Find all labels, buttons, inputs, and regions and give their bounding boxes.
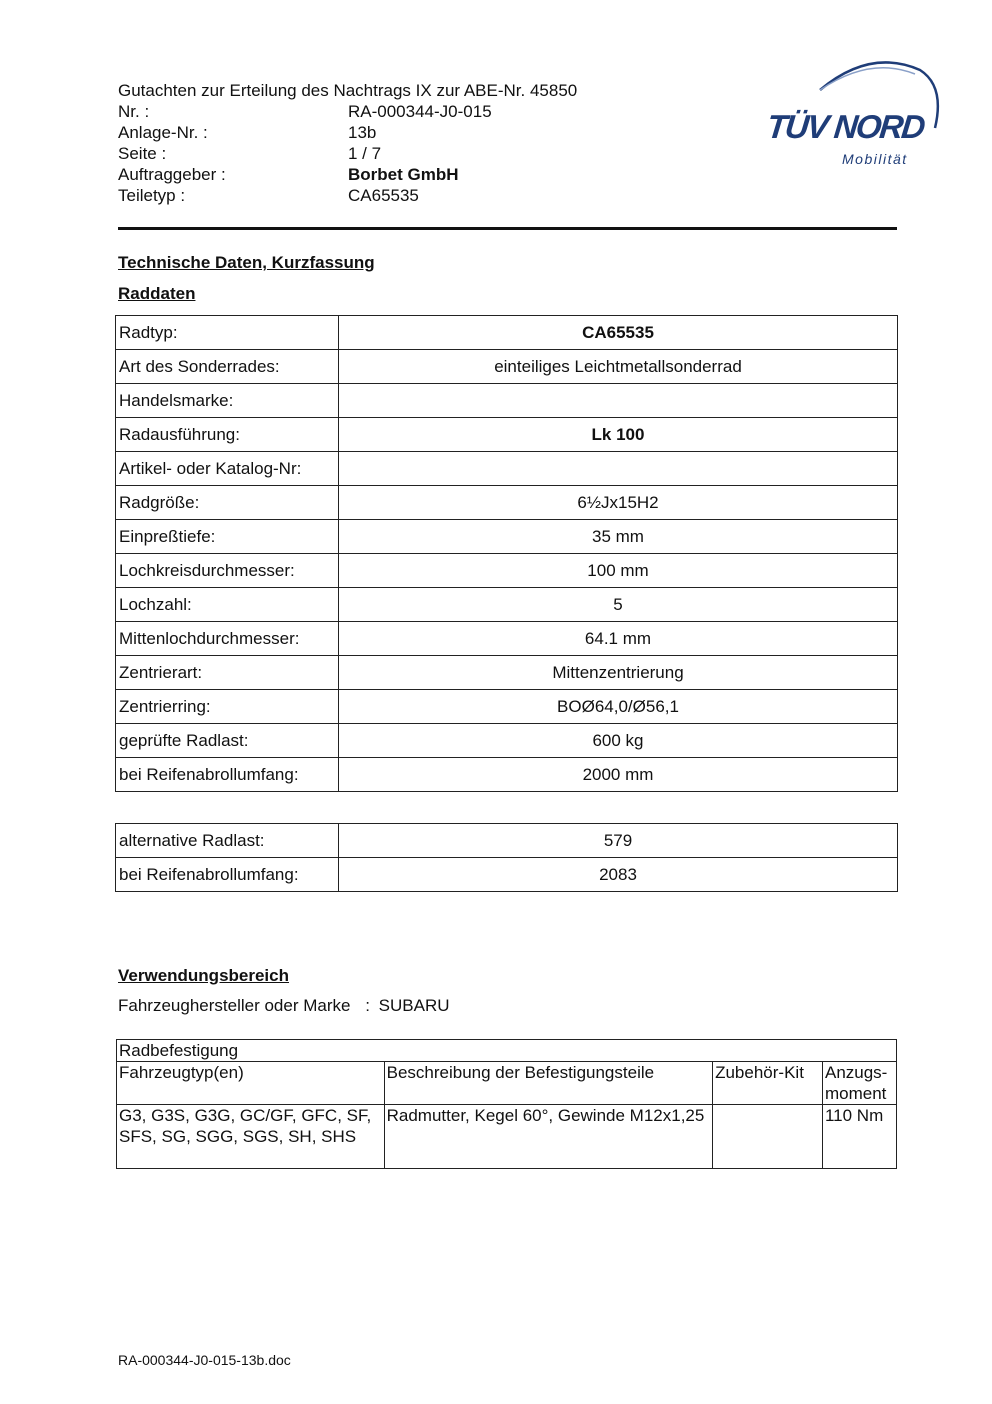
header-row-teiletyp bbox=[118, 185, 678, 206]
document-title: Gutachten zur Erteilung des Nachtrags IX zur ABE-Nr. 45850 bbox=[118, 81, 578, 100]
table-row bbox=[116, 554, 898, 588]
description-cell: Radmutter, Kegel 60°, Gewinde M12x1,25 bbox=[384, 1105, 712, 1169]
table-row bbox=[116, 520, 898, 554]
header-value: CA65535 bbox=[348, 186, 419, 205]
table-row bbox=[116, 824, 898, 858]
header-value: 1 / 7 bbox=[348, 144, 382, 163]
table-row bbox=[116, 588, 898, 622]
row-label: Art des Sonderrades: bbox=[116, 350, 339, 384]
row-label: Radtyp: bbox=[116, 316, 339, 350]
row-label: Einpreßtiefe: bbox=[116, 520, 339, 554]
table-row bbox=[116, 418, 898, 452]
row-label: Handelsmarke: bbox=[116, 384, 339, 418]
logo-subtitle: Mobilität bbox=[842, 151, 908, 167]
row-value: 600 kg bbox=[339, 724, 898, 758]
row-value: 5 bbox=[339, 588, 898, 622]
table-row bbox=[116, 350, 898, 384]
column-header: Anzugs-moment bbox=[822, 1062, 896, 1105]
header-label: Anlage-Nr. : bbox=[118, 123, 208, 142]
row-value: 100 mm bbox=[339, 554, 898, 588]
row-label: Radausführung: bbox=[116, 418, 339, 452]
logo-wordmark: TÜV NORD bbox=[765, 108, 926, 145]
table-row bbox=[116, 656, 898, 690]
manufacturer-label: Fahrzeughersteller oder Marke bbox=[118, 996, 351, 1015]
row-label: Lochzahl: bbox=[116, 588, 339, 622]
row-value bbox=[339, 452, 898, 486]
row-label: Artikel- oder Katalog-Nr: bbox=[116, 452, 339, 486]
row-value: Lk 100 bbox=[339, 418, 898, 452]
row-value: 35 mm bbox=[339, 520, 898, 554]
row-value: 6½Jx15H2 bbox=[339, 486, 898, 520]
row-value: einteiliges Leichtmetallsonderrad bbox=[339, 350, 898, 384]
header-label: Auftraggeber : bbox=[118, 165, 226, 184]
row-value: 2000 mm bbox=[339, 758, 898, 792]
vehicle-types-cell: G3, G3S, G3G, GC/GF, GFC, SF, SFS, SG, SGG, SGS, SH, SHS bbox=[117, 1105, 385, 1169]
row-label: Mittenlochdurchmesser: bbox=[116, 622, 339, 656]
row-value bbox=[339, 384, 898, 418]
header-label: Seite : bbox=[118, 144, 167, 163]
header-value: Borbet GmbH bbox=[348, 165, 459, 184]
alternative-load-table bbox=[115, 823, 898, 892]
row-label: Lochkreisdurchmesser: bbox=[116, 554, 339, 588]
row-label: Zentrierring: bbox=[116, 690, 339, 724]
row-value: 64.1 mm bbox=[339, 622, 898, 656]
table-row bbox=[116, 452, 898, 486]
row-label: Radgröße: bbox=[116, 486, 339, 520]
row-label: bei Reifenabrollumfang: bbox=[116, 858, 339, 892]
table-row bbox=[116, 858, 898, 892]
table-row bbox=[116, 316, 898, 350]
header-label: Teiletyp : bbox=[118, 186, 186, 205]
footer-filename: RA-000344-J0-015-13b.doc bbox=[118, 1352, 291, 1368]
manufacturer-value: SUBARU bbox=[378, 996, 450, 1015]
row-label: alternative Radlast: bbox=[116, 824, 339, 858]
tuv-nord-logo bbox=[760, 58, 945, 173]
torque-cell: 110 Nm bbox=[822, 1105, 896, 1169]
fixing-table bbox=[116, 1039, 897, 1169]
manufacturer-line bbox=[118, 996, 450, 1016]
column-header: Beschreibung der Befestigungsteile bbox=[384, 1062, 712, 1105]
header-value: RA-000344-J0-015 bbox=[348, 102, 492, 121]
section-title: Technische Daten, Kurzfassung bbox=[118, 253, 375, 272]
header-divider bbox=[118, 227, 897, 230]
table-row bbox=[116, 384, 898, 418]
column-header: Zubehör-Kit bbox=[713, 1062, 823, 1105]
header-row-auftraggeber bbox=[118, 164, 678, 185]
row-label: bei Reifenabrollumfang: bbox=[116, 758, 339, 792]
table-row bbox=[116, 690, 898, 724]
row-value: BOØ64,0/Ø56,1 bbox=[339, 690, 898, 724]
row-label: geprüfte Radlast: bbox=[116, 724, 339, 758]
header-label: Nr. : bbox=[118, 102, 150, 121]
fixing-title: Radbefestigung bbox=[117, 1040, 897, 1062]
table-row bbox=[116, 622, 898, 656]
raddaten-heading: Raddaten bbox=[118, 284, 196, 303]
table-header-row bbox=[117, 1062, 897, 1105]
manufacturer-separator: : bbox=[365, 996, 370, 1015]
row-value: 579 bbox=[339, 824, 898, 858]
table-row bbox=[116, 758, 898, 792]
row-value: 2083 bbox=[339, 858, 898, 892]
table-row bbox=[116, 724, 898, 758]
raddaten-table bbox=[115, 315, 898, 792]
header-row-seite bbox=[118, 143, 678, 164]
column-header: Fahrzeugtyp(en) bbox=[117, 1062, 385, 1105]
header-value: 13b bbox=[348, 123, 377, 142]
header-row-nr bbox=[118, 101, 678, 122]
row-label: Zentrierart: bbox=[116, 656, 339, 690]
table-row bbox=[117, 1040, 897, 1062]
kit-cell bbox=[713, 1105, 823, 1169]
row-value: CA65535 bbox=[339, 316, 898, 350]
row-value: Mittenzentrierung bbox=[339, 656, 898, 690]
document-header bbox=[118, 80, 678, 206]
table-row bbox=[117, 1105, 897, 1169]
header-row-anlage bbox=[118, 122, 678, 143]
usage-heading: Verwendungsbereich bbox=[118, 966, 289, 985]
table-row bbox=[116, 486, 898, 520]
